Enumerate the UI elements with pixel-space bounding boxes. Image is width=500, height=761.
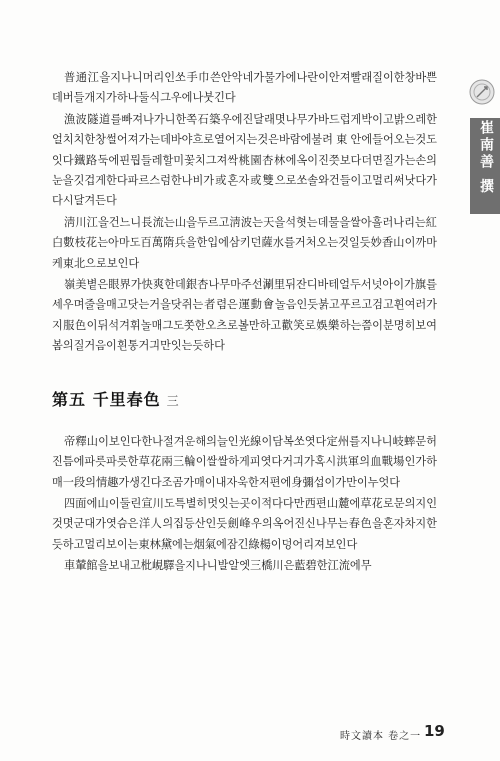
running-head: 時文讀本 卷之一 (340, 731, 422, 742)
page-footer (300, 722, 460, 742)
paragraph: 車輦館을보내고枇峴驛을지나니발알엣三橋川은藍碧한江流에무 (64, 559, 372, 573)
section-heading (52, 387, 437, 410)
paragraph: 淸川江을건느니長流는山을두르고淸波는天을석혓는데물을쌀아흘러나리는紅白數枝花는아마도百萬隋兵을한입에삼키던薩水를거처오는것일듯妙香山이까마케東北으로보인다 (52, 215, 437, 270)
paragraph: 帝釋山이보인다한나절겨운해의늘인光線이담복쏘엿다定州를지나니岐蟀문허진틈에파릇파릇한草花兩三輪이쌀쌀하게피엿다거긔가혹시洪軍의血戰場인가하매一段의情趣가생긴다조곰가매이내자욱한저편에身彌섭이가만이누엇다 (52, 434, 437, 489)
body-text (52, 68, 437, 578)
paragraph: 漁波隧道를빠져나가니한쪽石築우에진달래몃나무가바드럽게박이고밝으레한얼치치한창썰어져가는데바야흐로열어지는것은바람에불려東안에들어오는것도잇다鐵路둑에핀뭡들레할미꽃치그져싹桃園杏林에옥이진쯧보다더면질가는손의눈을깃겁게한다파르스럼한나비가或혼자或雙으로쏘솔와건들이고멀리써낫다가다시달겨든다 (52, 112, 437, 208)
paragraph: 嶺美볕은眼界가快爽한데銀杏나무마주선涮里뒤잔디바테얼두서넛아이가旗를세우며줄을매고닷는거을닷쥐는者렴은運動會놀음인듯붉고푸르고검고휜여러가지服色이뒤석겨휘놀매그도쫏한오츠로볼만하고歡笑로娛樂하는쯤이분명히보여봄의질거음이흰통거긔만잇는듯하다 (52, 278, 437, 353)
page-number: 19 (424, 722, 445, 740)
section-title: 第五 千里春色 (52, 389, 161, 409)
author-name: 崔南善 撰 (478, 120, 494, 196)
paragraph: 四面에山이둘린宣川도특별히멋잇는곳이적다다만西편山麓에草花로문의지인것몃군대가엿슴은洋人의집등산인듯劍峰우의옥어진신나무는春色을혼자차지한듯하고멀리보이는東林黛에는烟氣에잠긴綠楊이덩어리져보인다 (52, 496, 437, 551)
section-number: 三 (166, 393, 180, 408)
paragraph: 普通江을지나니머리인쏘手巾쓴안악네가물가에나란이안져빨래질이한창바쁜데버들개지가하나둘식그우에나붓긴다 (52, 71, 437, 105)
pen-emblem-icon (468, 78, 496, 106)
